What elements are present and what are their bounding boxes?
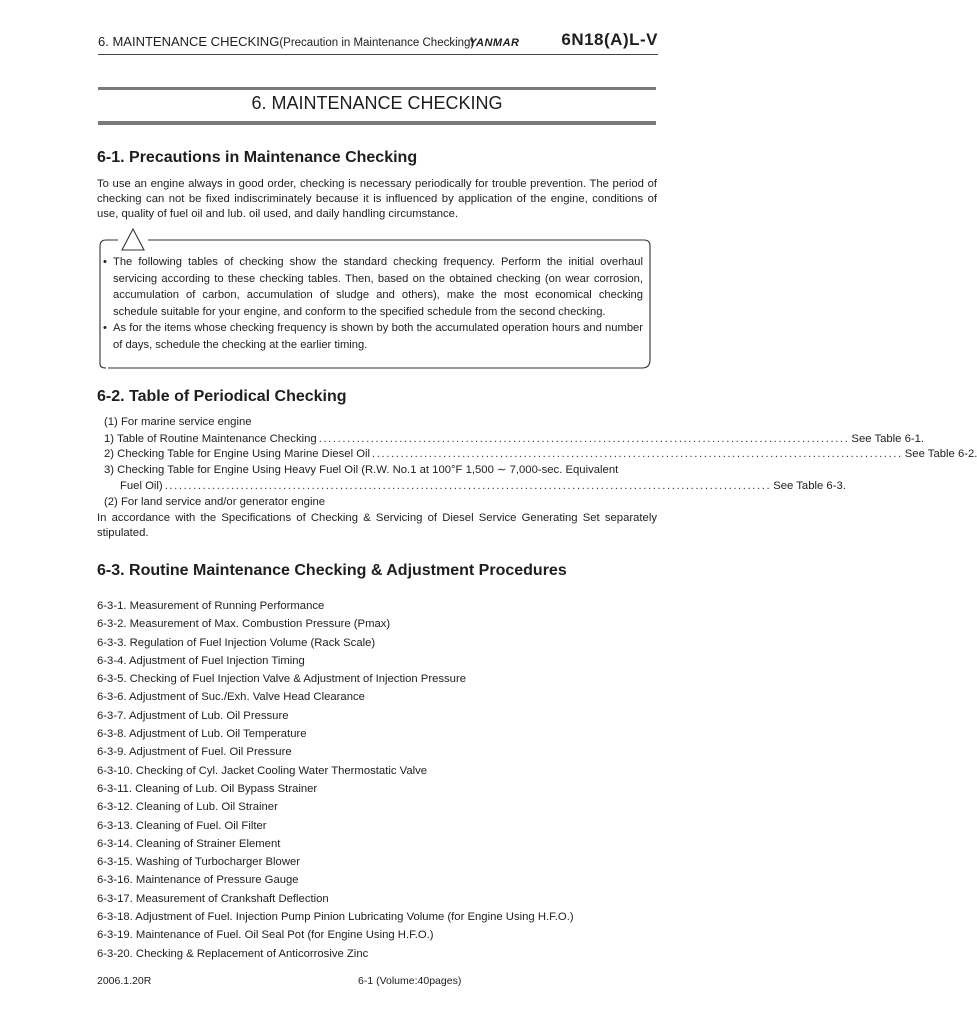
procedure-list [97,597,667,963]
table-ref-link: See Table 6-2. [904,448,977,460]
land-service-note: In accordance with the Specifications of Checking & Servicing of Diesel Service Generating Set separately stipulated. [97,512,657,539]
caution-bullet-text: As for the items whose checking frequency is shown by both the accumulated operation hours and number of days, schedule the checking at the earlier timing. [113,322,643,351]
caution-bullet-text: The following tables of checking show the standard checking frequency. Perform the initial overhaul servicing according to these checking tables. Then, based on the obtained checking (on wear corrosion, accumulation of carbon, accumulation of sludge and others), make the most economical checking schedule suitable for your engine, and conform to the specified schedule from the second checking. [113,256,643,318]
dot-leader: ................................................................................................................ [318,433,850,445]
table-ref-label: Fuel Oil) [120,480,163,492]
caution-bullet [103,254,643,320]
title-bottom-rule [98,121,656,125]
procedure-item: 6-3-16. Maintenance of Pressure Gauge [97,874,299,887]
procedure-item: 6-3-10. Checking of Cyl. Jacket Cooling Water Thermostatic Valve [97,764,428,777]
dot-leader: ................................................................................................................................ [164,480,772,492]
procedure-item: 6-3-9. Adjustment of Fuel. Oil Pressure [97,746,292,759]
procedure-item: 6-3-6. Adjustment of Suc./Exh. Valve Head Clearance [97,691,365,704]
procedure-item: 6-3-19. Maintenance of Fuel. Oil Seal Pot (for Engine Using H.F.O.) [97,929,434,942]
model-number: 6N18(A)L-V [561,30,658,49]
title-top-rule [98,87,656,90]
bullet-dot: • [103,256,107,268]
page-title: 6. MAINTENANCE CHECKING [251,93,503,113]
table-ref-label: 2) Checking Table for Engine Using Marine Diesel Oil [104,448,371,460]
procedure-item: 6-3-12. Cleaning of Lub. Oil Strainer [97,801,278,814]
procedure-item: 6-3-4. Adjustment of Fuel Injection Timing [97,654,305,667]
dot-leader: ................................................................................................................ [372,448,903,460]
procedure-item: 6-3-7. Adjustment of Lub. Oil Pressure [97,709,289,722]
table-ref-row-3 [120,479,846,495]
procedure-item: 6-3-3. Regulation of Fuel Injection Volume (Rack Scale) [97,636,376,649]
procedure-item: 6-3-20. Checking & Replacement of Anticorrosive Zinc [97,947,369,960]
caution-box [98,236,652,370]
procedure-item: 6-3-18. Adjustment of Fuel. Injection Pump Pinion Lubricating Volume (for Engine Using H.F.O.) [97,911,574,924]
table-ref-link: See Table 6-1. [851,433,925,445]
running-header [98,30,658,55]
bullet-dot: • [103,322,107,334]
header-section [98,34,474,49]
marine-service-label: (1) For marine service engine [104,416,252,428]
table-ref-row-1 [104,432,925,448]
footer-page-number: 6-1 (Volume:40pages) [358,975,462,987]
procedure-item: 6-3-14. Cleaning of Strainer Element [97,837,281,850]
caution-body [103,254,643,353]
brand-logo: YANMAR [469,37,520,49]
section-heading-6-3: 6-3. Routine Maintenance Checking & Adjustment Procedures [97,562,567,579]
table-ref-row-3-line-1: 3) Checking Table for Engine Using Heavy Fuel Oil (R.W. No.1 at 100°F 1,500 ∼ 7,000-sec. Equivalent [104,464,619,476]
header-section-subtitle: (Precaution in Maintenance Checking) [279,37,475,49]
procedure-item: 6-3-15. Washing of Turbocharger Blower [97,856,301,869]
procedure-item: 6-3-13. Cleaning of Fuel. Oil Filter [97,819,267,832]
procedure-item: 6-3-2. Measurement of Max. Combustion Pressure (Pmax) [97,618,391,631]
caution-bullet [103,320,643,353]
section-heading-6-1: 6-1. Precautions in Maintenance Checking [97,149,418,166]
table-ref-label: 1) Table of Routine Maintenance Checking [104,433,317,445]
table-ref-link: See Table 6-3. [773,480,846,492]
section-6-1-paragraph: To use an engine always in good order, checking is necessary periodically for trouble prevention. The period of checking can not be fixed indiscriminately because it is influenced by application of the engine, conditions of use, quality of fuel oil and lub. oil used, and daily handling circumstance. [97,178,657,220]
footer-date: 2006.1.20R [97,975,152,987]
procedure-item: 6-3-17. Measurement of Crankshaft Deflection [97,892,329,905]
header-section-title: 6. MAINTENANCE CHECKING [98,34,280,49]
procedure-item: 6-3-1. Measurement of Running Performance [97,600,325,612]
procedure-item: 6-3-11. Cleaning of Lub. Oil Bypass Strainer [97,782,318,795]
section-heading-6-2: 6-2. Table of Periodical Checking [97,388,347,405]
procedure-item: 6-3-5. Checking of Fuel Injection Valve & Adjustment of Injection Pressure [97,673,467,686]
table-ref-row-2 [104,447,977,463]
land-service-label: (2) For land service and/or generator engine [104,496,326,508]
procedure-item: 6-3-8. Adjustment of Lub. Oil Temperature [97,728,307,741]
